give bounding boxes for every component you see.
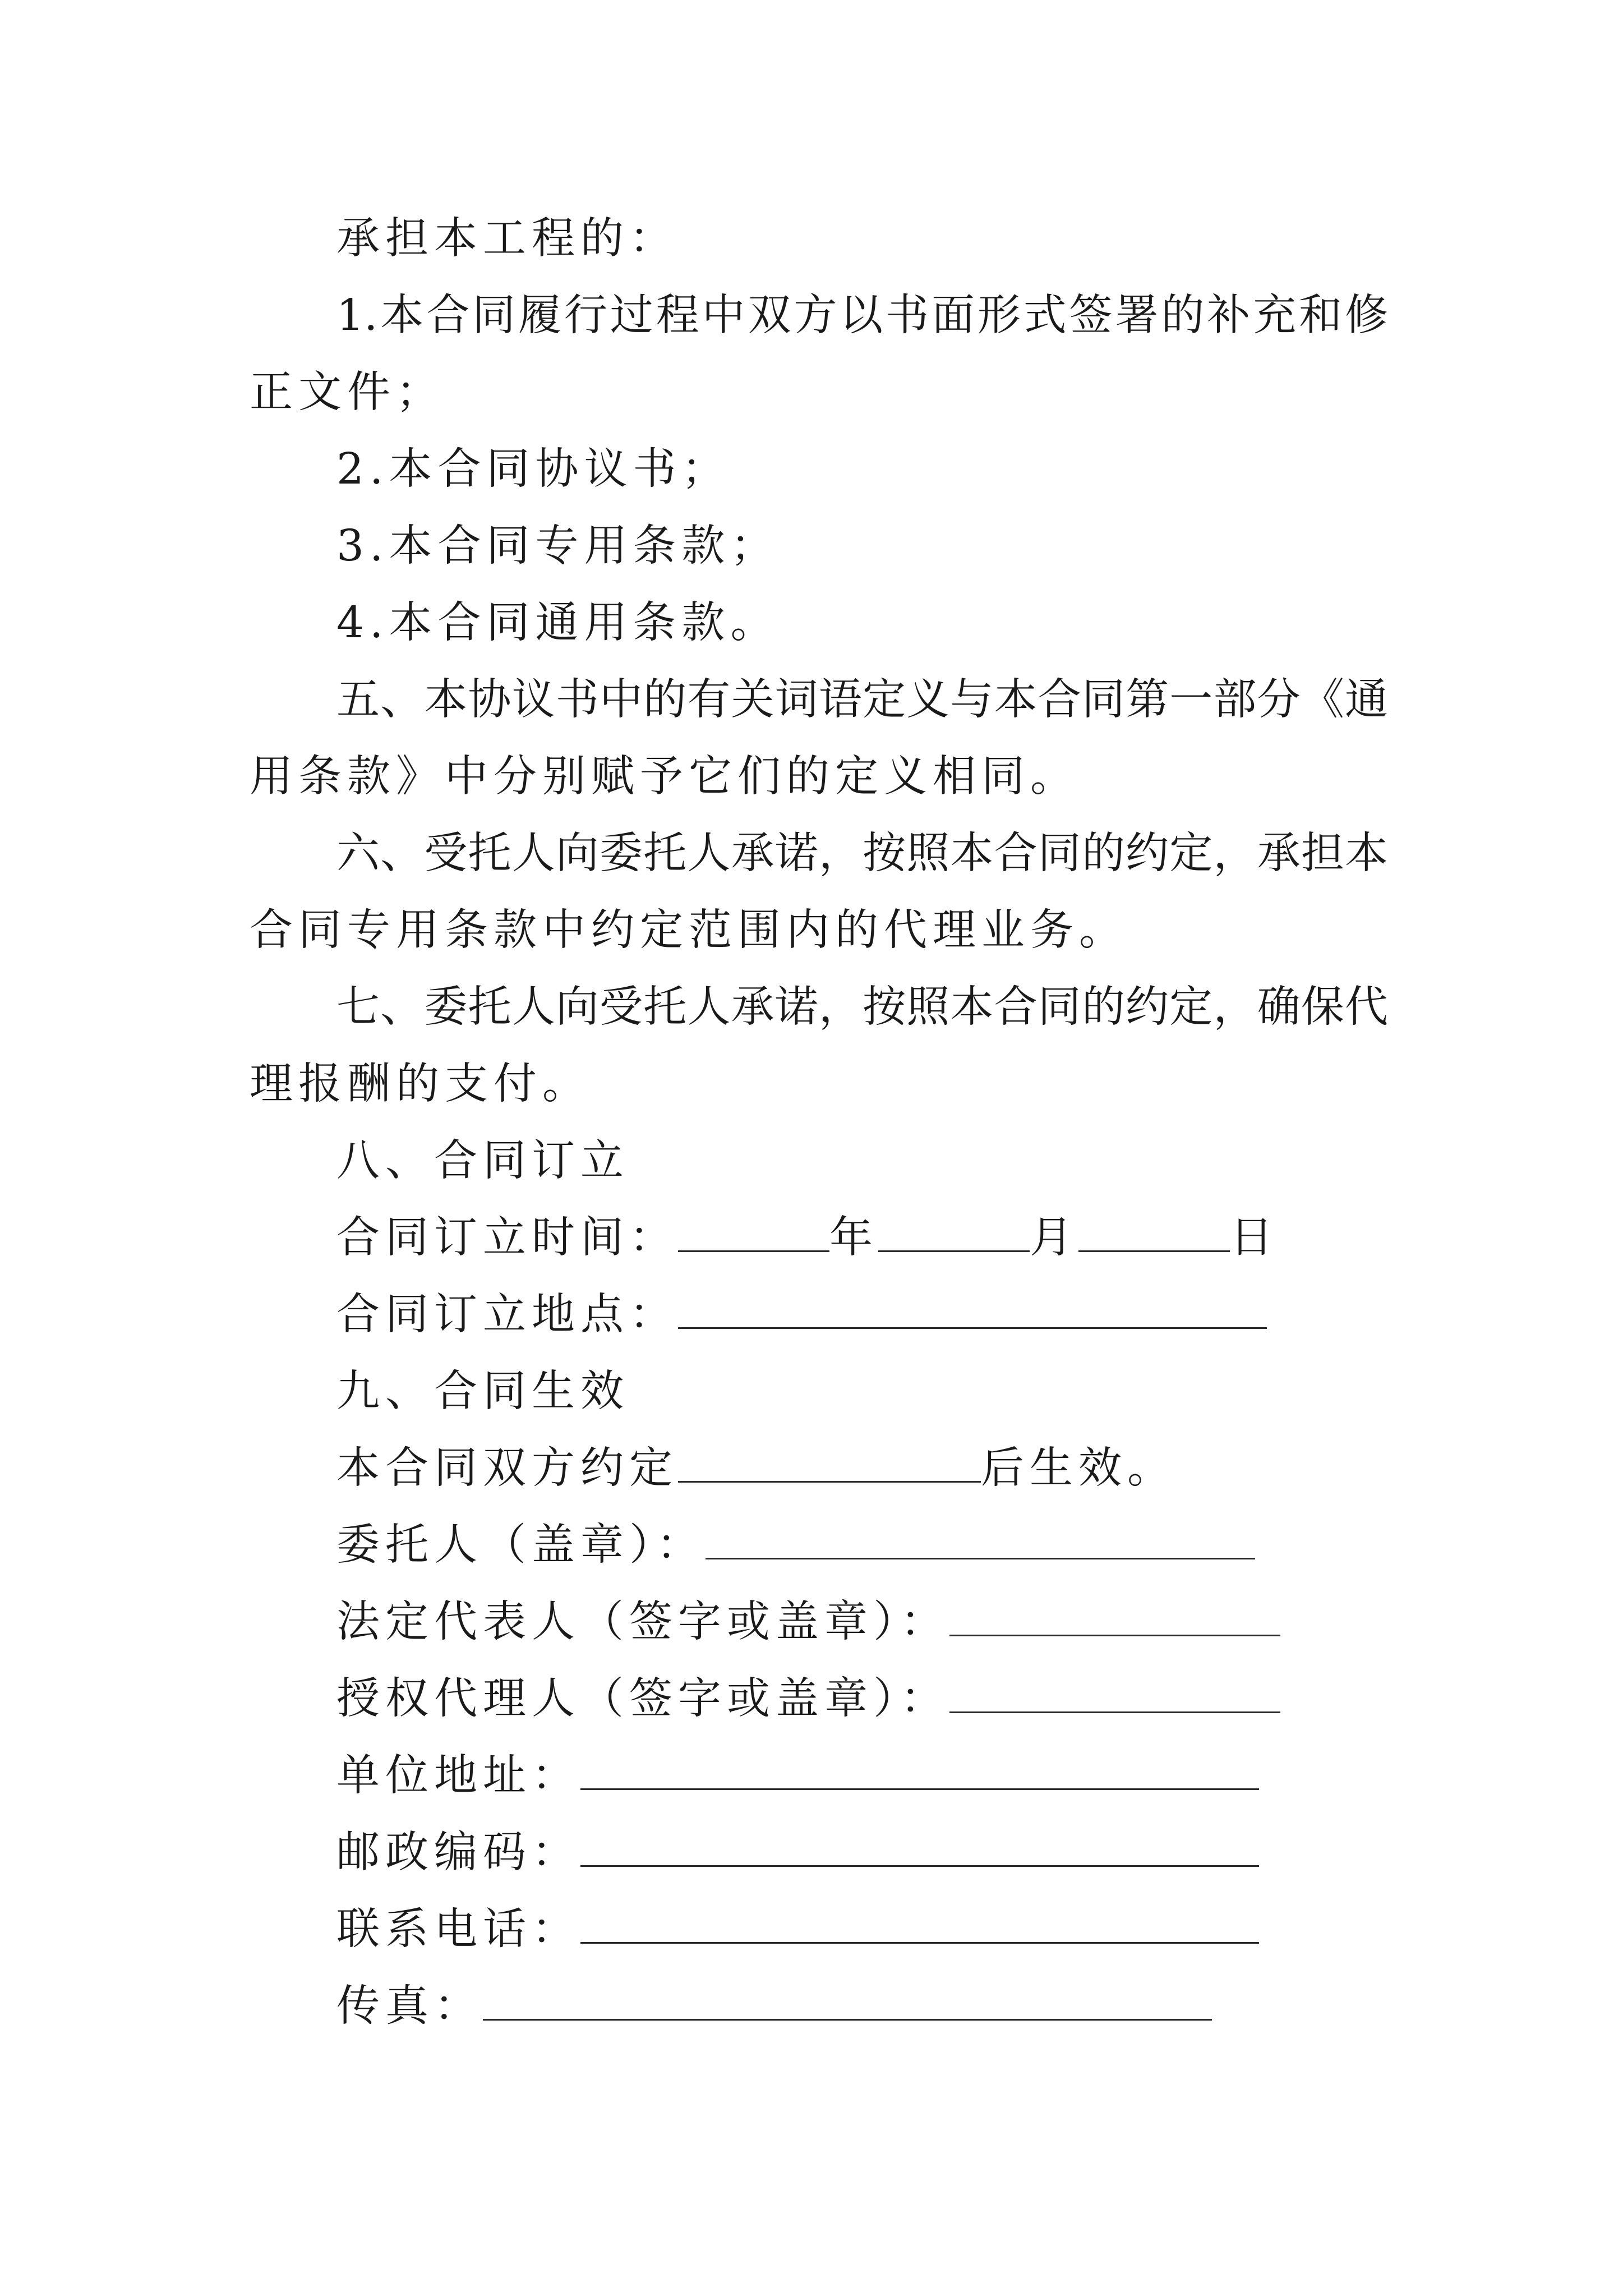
paragraph-intro: [336, 212, 1388, 266]
list-item-4: [336, 596, 1388, 650]
clause-6-line-1: [336, 827, 1388, 881]
agent-label: 授权代理人（签字或盖章）：: [336, 1674, 949, 1724]
sign-time-row: [336, 1211, 1388, 1265]
legal-rep-row: [336, 1595, 1388, 1649]
agent-blank[interactable]: [949, 1674, 1280, 1713]
principal-seal-blank[interactable]: [706, 1521, 1255, 1559]
phone-row: [336, 1903, 1388, 1957]
paragraph-text: 3.本合同专用条款；: [336, 521, 780, 571]
year-label: 年: [829, 1213, 878, 1263]
address-blank[interactable]: [580, 1751, 1259, 1790]
paragraph-text: 用条款》中分别赋予它们的定义相同。: [250, 752, 1079, 802]
list-item-2: [336, 443, 1388, 496]
paragraph-text: 合同专用条款中约定范围内的代理业务。: [250, 905, 1128, 955]
paragraph-text: 承担本工程的：: [336, 214, 678, 264]
address-label: 单位地址：: [336, 1751, 580, 1801]
phone-blank[interactable]: [580, 1905, 1259, 1944]
fax-label: 传真：: [336, 1981, 483, 2031]
clause-7-line-1: [336, 981, 1388, 1034]
effect-suffix: 后生效。: [981, 1443, 1176, 1493]
legal-rep-label: 法定代表人（签字或盖章）：: [336, 1597, 949, 1647]
legal-rep-blank[interactable]: [949, 1598, 1280, 1636]
clause-5-line-1: [336, 673, 1388, 727]
fax-blank[interactable]: [483, 1982, 1212, 2021]
paragraph-text: 1.本合同履行过程中双方以书面形式签署的补充和修: [336, 291, 1388, 341]
paragraph-text: 五、本协议书中的有关词语定义与本合同第一部分《通: [336, 675, 1388, 725]
address-row: [336, 1749, 1388, 1803]
effect-row: [336, 1442, 1388, 1496]
sign-place-row: [336, 1288, 1388, 1342]
list-item-3: [336, 519, 1388, 573]
clause-5-line-2: [250, 750, 1388, 804]
clause-7-line-2: [250, 1057, 1388, 1111]
postcode-blank[interactable]: [580, 1828, 1259, 1867]
paragraph-text: 4.本合同通用条款。: [336, 598, 780, 648]
day-label: 日: [1230, 1213, 1279, 1263]
month-blank[interactable]: [878, 1213, 1030, 1252]
postcode-row: [336, 1826, 1388, 1880]
effect-label: 本合同双方约定: [336, 1443, 678, 1493]
sign-time-label: 合同订立时间：: [336, 1213, 678, 1263]
paragraph-text: 理报酬的支付。: [250, 1059, 591, 1109]
month-label: 月: [1030, 1213, 1078, 1263]
paragraph-text: 2.本合同协议书；: [336, 444, 731, 494]
sign-place-blank[interactable]: [678, 1290, 1267, 1329]
heading-text: 八、合同订立: [336, 1136, 629, 1186]
section-heading-8: [336, 1134, 1388, 1188]
paragraph-text: 正文件；: [250, 367, 445, 417]
list-item-1-line-1: [336, 289, 1388, 343]
clause-6-line-2: [250, 904, 1388, 958]
principal-label: 委托人（盖章）：: [336, 1520, 706, 1570]
day-blank[interactable]: [1078, 1213, 1230, 1252]
paragraph-text: 六、受托人向委托人承诺，按照本合同的约定，承担本: [336, 829, 1388, 878]
sign-place-label: 合同订立地点：: [336, 1290, 678, 1340]
list-item-1-line-2: [250, 366, 1388, 420]
fax-row: [336, 1980, 1388, 2033]
paragraph-text: 七、委托人向受托人承诺，按照本合同的约定，确保代: [336, 982, 1388, 1032]
heading-text: 九、合同生效: [336, 1366, 629, 1416]
phone-label: 联系电话：: [336, 1904, 580, 1954]
postcode-label: 邮政编码：: [336, 1828, 580, 1878]
section-heading-9: [336, 1365, 1388, 1419]
agent-row: [336, 1672, 1388, 1726]
year-blank[interactable]: [678, 1213, 829, 1252]
effect-condition-blank[interactable]: [678, 1444, 981, 1483]
principal-row: [336, 1519, 1388, 1572]
